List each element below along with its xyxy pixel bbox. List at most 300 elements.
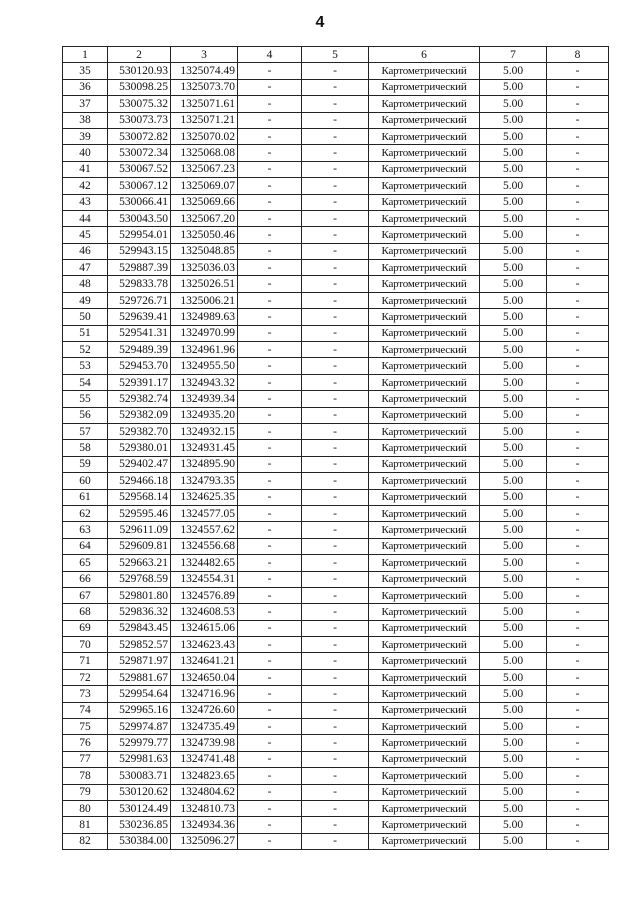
- table-row: [63, 686, 609, 702]
- accuracy-cell: 5.00: [480, 604, 547, 620]
- column-4-cell: -: [238, 489, 302, 505]
- point-number-cell: 62: [63, 505, 108, 521]
- method-cell: Картометрический: [369, 456, 480, 472]
- x-coordinate-cell: 530075.32: [108, 96, 171, 112]
- column-8-cell: -: [547, 571, 609, 587]
- accuracy-cell: 5.00: [480, 112, 547, 128]
- column-5-cell: -: [302, 96, 369, 112]
- y-coordinate-cell: 1325048.85: [171, 243, 238, 259]
- column-8-cell: -: [547, 161, 609, 177]
- point-number-cell: 64: [63, 538, 108, 554]
- y-coordinate-cell: 1324482.65: [171, 555, 238, 571]
- column-8-cell: -: [547, 145, 609, 161]
- y-coordinate-cell: 1324641.21: [171, 653, 238, 669]
- table-row: [63, 735, 609, 751]
- column-4-cell: -: [238, 719, 302, 735]
- column-8-cell: -: [547, 178, 609, 194]
- accuracy-cell: 5.00: [480, 96, 547, 112]
- column-5-cell: -: [302, 227, 369, 243]
- column-8-cell: -: [547, 555, 609, 571]
- y-coordinate-cell: 1324739.98: [171, 735, 238, 751]
- x-coordinate-cell: 529726.71: [108, 292, 171, 308]
- y-coordinate-cell: 1324577.05: [171, 505, 238, 521]
- method-cell: Картометрический: [369, 505, 480, 521]
- y-coordinate-cell: 1325050.46: [171, 227, 238, 243]
- column-8-cell: -: [547, 587, 609, 603]
- table-row: [63, 505, 609, 521]
- method-cell: Картометрический: [369, 276, 480, 292]
- y-coordinate-cell: 1324934.36: [171, 817, 238, 833]
- x-coordinate-cell: 529380.01: [108, 440, 171, 456]
- column-4-cell: -: [238, 79, 302, 95]
- method-cell: Картометрический: [369, 686, 480, 702]
- table-row: [63, 79, 609, 95]
- column-8-cell: -: [547, 522, 609, 538]
- column-8-cell: -: [547, 358, 609, 374]
- column-8-cell: -: [547, 489, 609, 505]
- point-number-cell: 49: [63, 292, 108, 308]
- table-row: [63, 145, 609, 161]
- column-8-cell: -: [547, 719, 609, 735]
- point-number-cell: 79: [63, 784, 108, 800]
- y-coordinate-cell: 1325070.02: [171, 128, 238, 144]
- method-cell: Картометрический: [369, 637, 480, 653]
- y-coordinate-cell: 1324650.04: [171, 669, 238, 685]
- column-4-cell: -: [238, 96, 302, 112]
- column-4-cell: -: [238, 178, 302, 194]
- column-header: 7: [480, 47, 547, 63]
- column-5-cell: -: [302, 571, 369, 587]
- column-8-cell: -: [547, 407, 609, 423]
- method-cell: Картометрический: [369, 292, 480, 308]
- column-4-cell: -: [238, 260, 302, 276]
- point-number-cell: 75: [63, 719, 108, 735]
- table-row: [63, 719, 609, 735]
- column-4-cell: -: [238, 161, 302, 177]
- column-8-cell: -: [547, 735, 609, 751]
- table-row: [63, 423, 609, 439]
- y-coordinate-cell: 1324735.49: [171, 719, 238, 735]
- table-row: [63, 276, 609, 292]
- column-5-cell: -: [302, 669, 369, 685]
- x-coordinate-cell: 529965.16: [108, 702, 171, 718]
- method-cell: Картометрический: [369, 260, 480, 276]
- x-coordinate-cell: 529402.47: [108, 456, 171, 472]
- column-4-cell: -: [238, 735, 302, 751]
- table-row: [63, 440, 609, 456]
- method-cell: Картометрический: [369, 768, 480, 784]
- column-8-cell: -: [547, 96, 609, 112]
- table-row: [63, 833, 609, 849]
- y-coordinate-cell: 1324970.99: [171, 325, 238, 341]
- column-5-cell: -: [302, 686, 369, 702]
- column-5-cell: -: [302, 391, 369, 407]
- x-coordinate-cell: 529887.39: [108, 260, 171, 276]
- x-coordinate-cell: 529466.18: [108, 473, 171, 489]
- method-cell: Картометрический: [369, 423, 480, 439]
- point-number-cell: 74: [63, 702, 108, 718]
- point-number-cell: 63: [63, 522, 108, 538]
- method-cell: Картометрический: [369, 751, 480, 767]
- column-8-cell: -: [547, 79, 609, 95]
- x-coordinate-cell: 529801.80: [108, 587, 171, 603]
- column-8-cell: -: [547, 194, 609, 210]
- column-8-cell: -: [547, 243, 609, 259]
- point-number-cell: 59: [63, 456, 108, 472]
- y-coordinate-cell: 1324625.35: [171, 489, 238, 505]
- y-coordinate-cell: 1324989.63: [171, 309, 238, 325]
- y-coordinate-cell: 1325071.21: [171, 112, 238, 128]
- table-row: [63, 669, 609, 685]
- column-5-cell: -: [302, 620, 369, 636]
- y-coordinate-cell: 1325096.27: [171, 833, 238, 849]
- method-cell: Картометрический: [369, 719, 480, 735]
- column-4-cell: -: [238, 637, 302, 653]
- y-coordinate-cell: 1324793.35: [171, 473, 238, 489]
- y-coordinate-cell: 1324554.31: [171, 571, 238, 587]
- accuracy-cell: 5.00: [480, 227, 547, 243]
- table-row: [63, 178, 609, 194]
- accuracy-cell: 5.00: [480, 423, 547, 439]
- column-5-cell: -: [302, 604, 369, 620]
- column-5-cell: -: [302, 292, 369, 308]
- column-5-cell: -: [302, 112, 369, 128]
- table-row: [63, 227, 609, 243]
- column-8-cell: -: [547, 768, 609, 784]
- column-5-cell: -: [302, 210, 369, 226]
- accuracy-cell: 5.00: [480, 784, 547, 800]
- table-row: [63, 63, 609, 79]
- column-5-cell: -: [302, 784, 369, 800]
- table-row: [63, 473, 609, 489]
- column-8-cell: -: [547, 227, 609, 243]
- method-cell: Картометрический: [369, 309, 480, 325]
- x-coordinate-cell: 529382.74: [108, 391, 171, 407]
- x-coordinate-cell: 530384.00: [108, 833, 171, 849]
- method-cell: Картометрический: [369, 833, 480, 849]
- column-5-cell: -: [302, 325, 369, 341]
- x-coordinate-cell: 529981.63: [108, 751, 171, 767]
- x-coordinate-cell: 529391.17: [108, 374, 171, 390]
- column-header: 2: [108, 47, 171, 63]
- column-5-cell: -: [302, 178, 369, 194]
- table-row: [63, 342, 609, 358]
- accuracy-cell: 5.00: [480, 653, 547, 669]
- x-coordinate-cell: 529595.46: [108, 505, 171, 521]
- column-4-cell: -: [238, 669, 302, 685]
- y-coordinate-cell: 1325074.49: [171, 63, 238, 79]
- point-number-cell: 43: [63, 194, 108, 210]
- point-number-cell: 47: [63, 260, 108, 276]
- column-5-cell: -: [302, 309, 369, 325]
- x-coordinate-cell: 529382.70: [108, 423, 171, 439]
- column-8-cell: -: [547, 784, 609, 800]
- point-number-cell: 37: [63, 96, 108, 112]
- column-8-cell: -: [547, 751, 609, 767]
- accuracy-cell: 5.00: [480, 505, 547, 521]
- column-5-cell: -: [302, 358, 369, 374]
- y-coordinate-cell: 1325026.51: [171, 276, 238, 292]
- accuracy-cell: 5.00: [480, 342, 547, 358]
- x-coordinate-cell: 530066.41: [108, 194, 171, 210]
- column-8-cell: -: [547, 817, 609, 833]
- accuracy-cell: 5.00: [480, 178, 547, 194]
- x-coordinate-cell: 530083.71: [108, 768, 171, 784]
- accuracy-cell: 5.00: [480, 128, 547, 144]
- column-4-cell: -: [238, 194, 302, 210]
- point-number-cell: 66: [63, 571, 108, 587]
- column-8-cell: -: [547, 374, 609, 390]
- y-coordinate-cell: 1324955.50: [171, 358, 238, 374]
- method-cell: Картометрический: [369, 473, 480, 489]
- accuracy-cell: 5.00: [480, 79, 547, 95]
- method-cell: Картометрический: [369, 210, 480, 226]
- y-coordinate-cell: 1324931.45: [171, 440, 238, 456]
- coordinates-table: [62, 46, 609, 850]
- column-4-cell: -: [238, 653, 302, 669]
- x-coordinate-cell: 530067.12: [108, 178, 171, 194]
- column-5-cell: -: [302, 800, 369, 816]
- table-row: [63, 522, 609, 538]
- column-8-cell: -: [547, 440, 609, 456]
- table-row: [63, 194, 609, 210]
- method-cell: Картометрический: [369, 243, 480, 259]
- x-coordinate-cell: 529881.67: [108, 669, 171, 685]
- column-5-cell: -: [302, 260, 369, 276]
- point-number-cell: 58: [63, 440, 108, 456]
- accuracy-cell: 5.00: [480, 751, 547, 767]
- accuracy-cell: 5.00: [480, 456, 547, 472]
- x-coordinate-cell: 529954.64: [108, 686, 171, 702]
- column-5-cell: -: [302, 538, 369, 554]
- column-4-cell: -: [238, 407, 302, 423]
- method-cell: Картометрический: [369, 178, 480, 194]
- method-cell: Картометрический: [369, 571, 480, 587]
- table-row: [63, 128, 609, 144]
- column-8-cell: -: [547, 456, 609, 472]
- x-coordinate-cell: 530067.52: [108, 161, 171, 177]
- column-8-cell: -: [547, 538, 609, 554]
- column-8-cell: -: [547, 260, 609, 276]
- accuracy-cell: 5.00: [480, 768, 547, 784]
- x-coordinate-cell: 530120.93: [108, 63, 171, 79]
- table-row: [63, 555, 609, 571]
- column-5-cell: -: [302, 128, 369, 144]
- column-8-cell: -: [547, 63, 609, 79]
- accuracy-cell: 5.00: [480, 194, 547, 210]
- x-coordinate-cell: 529382.09: [108, 407, 171, 423]
- page-number: 4: [315, 14, 325, 31]
- accuracy-cell: 5.00: [480, 800, 547, 816]
- point-number-cell: 68: [63, 604, 108, 620]
- column-8-cell: -: [547, 686, 609, 702]
- method-cell: Картометрический: [369, 407, 480, 423]
- table-row: [63, 571, 609, 587]
- point-number-cell: 61: [63, 489, 108, 505]
- x-coordinate-cell: 530236.85: [108, 817, 171, 833]
- method-cell: Картометрический: [369, 784, 480, 800]
- column-5-cell: -: [302, 833, 369, 849]
- column-5-cell: -: [302, 407, 369, 423]
- x-coordinate-cell: 529609.81: [108, 538, 171, 554]
- x-coordinate-cell: 529943.15: [108, 243, 171, 259]
- column-8-cell: -: [547, 128, 609, 144]
- x-coordinate-cell: 529663.21: [108, 555, 171, 571]
- method-cell: Картометрический: [369, 374, 480, 390]
- column-8-cell: -: [547, 620, 609, 636]
- y-coordinate-cell: 1324557.62: [171, 522, 238, 538]
- y-coordinate-cell: 1325068.08: [171, 145, 238, 161]
- column-4-cell: -: [238, 833, 302, 849]
- column-4-cell: -: [238, 587, 302, 603]
- column-5-cell: -: [302, 473, 369, 489]
- accuracy-cell: 5.00: [480, 571, 547, 587]
- table-row: [63, 489, 609, 505]
- point-number-cell: 80: [63, 800, 108, 816]
- y-coordinate-cell: 1324823.65: [171, 768, 238, 784]
- column-5-cell: -: [302, 768, 369, 784]
- column-4-cell: -: [238, 342, 302, 358]
- x-coordinate-cell: 530043.50: [108, 210, 171, 226]
- accuracy-cell: 5.00: [480, 817, 547, 833]
- y-coordinate-cell: 1325067.23: [171, 161, 238, 177]
- y-coordinate-cell: 1325036.03: [171, 260, 238, 276]
- column-5-cell: -: [302, 637, 369, 653]
- method-cell: Картометрический: [369, 194, 480, 210]
- accuracy-cell: 5.00: [480, 145, 547, 161]
- table-row: [63, 637, 609, 653]
- accuracy-cell: 5.00: [480, 587, 547, 603]
- x-coordinate-cell: 529568.14: [108, 489, 171, 505]
- column-8-cell: -: [547, 653, 609, 669]
- method-cell: Картометрический: [369, 79, 480, 95]
- table-row: [63, 243, 609, 259]
- point-number-cell: 73: [63, 686, 108, 702]
- column-4-cell: -: [238, 702, 302, 718]
- point-number-cell: 39: [63, 128, 108, 144]
- y-coordinate-cell: 1324608.53: [171, 604, 238, 620]
- column-5-cell: -: [302, 342, 369, 358]
- point-number-cell: 55: [63, 391, 108, 407]
- accuracy-cell: 5.00: [480, 210, 547, 226]
- column-5-cell: -: [302, 145, 369, 161]
- y-coordinate-cell: 1324804.62: [171, 784, 238, 800]
- column-4-cell: -: [238, 243, 302, 259]
- y-coordinate-cell: 1324935.20: [171, 407, 238, 423]
- accuracy-cell: 5.00: [480, 555, 547, 571]
- column-4-cell: -: [238, 538, 302, 554]
- table-row: [63, 784, 609, 800]
- point-number-cell: 45: [63, 227, 108, 243]
- method-cell: Картометрический: [369, 604, 480, 620]
- column-8-cell: -: [547, 702, 609, 718]
- point-number-cell: 48: [63, 276, 108, 292]
- point-number-cell: 38: [63, 112, 108, 128]
- accuracy-cell: 5.00: [480, 637, 547, 653]
- column-4-cell: -: [238, 309, 302, 325]
- point-number-cell: 57: [63, 423, 108, 439]
- method-cell: Картометрический: [369, 440, 480, 456]
- x-coordinate-cell: 529639.41: [108, 309, 171, 325]
- y-coordinate-cell: 1324932.15: [171, 423, 238, 439]
- column-8-cell: -: [547, 473, 609, 489]
- column-4-cell: -: [238, 276, 302, 292]
- table-row: [63, 620, 609, 636]
- accuracy-cell: 5.00: [480, 407, 547, 423]
- point-number-cell: 72: [63, 669, 108, 685]
- accuracy-cell: 5.00: [480, 489, 547, 505]
- column-4-cell: -: [238, 784, 302, 800]
- point-number-cell: 69: [63, 620, 108, 636]
- y-coordinate-cell: 1324716.96: [171, 686, 238, 702]
- column-5-cell: -: [302, 423, 369, 439]
- point-number-cell: 52: [63, 342, 108, 358]
- point-number-cell: 77: [63, 751, 108, 767]
- method-cell: Картометрический: [369, 620, 480, 636]
- point-number-cell: 53: [63, 358, 108, 374]
- x-coordinate-cell: 529833.78: [108, 276, 171, 292]
- column-8-cell: -: [547, 210, 609, 226]
- column-8-cell: -: [547, 833, 609, 849]
- column-4-cell: -: [238, 571, 302, 587]
- column-4-cell: -: [238, 63, 302, 79]
- table-body: [63, 63, 609, 850]
- table-row: [63, 768, 609, 784]
- column-4-cell: -: [238, 620, 302, 636]
- column-4-cell: -: [238, 817, 302, 833]
- accuracy-cell: 5.00: [480, 473, 547, 489]
- accuracy-cell: 5.00: [480, 292, 547, 308]
- table-row: [63, 751, 609, 767]
- point-number-cell: 67: [63, 587, 108, 603]
- table-row: [63, 260, 609, 276]
- column-8-cell: -: [547, 391, 609, 407]
- table-row: [63, 309, 609, 325]
- column-8-cell: -: [547, 325, 609, 341]
- column-header: 8: [547, 47, 609, 63]
- column-5-cell: -: [302, 79, 369, 95]
- column-5-cell: -: [302, 817, 369, 833]
- method-cell: Картометрический: [369, 669, 480, 685]
- column-8-cell: -: [547, 604, 609, 620]
- column-5-cell: -: [302, 719, 369, 735]
- column-8-cell: -: [547, 276, 609, 292]
- y-coordinate-cell: 1324961.96: [171, 342, 238, 358]
- column-4-cell: -: [238, 505, 302, 521]
- column-4-cell: -: [238, 128, 302, 144]
- y-coordinate-cell: 1324576.89: [171, 587, 238, 603]
- x-coordinate-cell: 529954.01: [108, 227, 171, 243]
- column-8-cell: -: [547, 800, 609, 816]
- table-row: [63, 538, 609, 554]
- column-4-cell: -: [238, 522, 302, 538]
- column-5-cell: -: [302, 243, 369, 259]
- column-8-cell: -: [547, 112, 609, 128]
- table-header-row: [63, 47, 609, 63]
- x-coordinate-cell: 529871.97: [108, 653, 171, 669]
- column-4-cell: -: [238, 227, 302, 243]
- method-cell: Картометрический: [369, 112, 480, 128]
- x-coordinate-cell: 529843.45: [108, 620, 171, 636]
- column-4-cell: -: [238, 456, 302, 472]
- x-coordinate-cell: 530120.62: [108, 784, 171, 800]
- column-4-cell: -: [238, 604, 302, 620]
- table-row: [63, 325, 609, 341]
- column-header: 3: [171, 47, 238, 63]
- point-number-cell: 70: [63, 637, 108, 653]
- column-5-cell: -: [302, 63, 369, 79]
- method-cell: Картометрический: [369, 96, 480, 112]
